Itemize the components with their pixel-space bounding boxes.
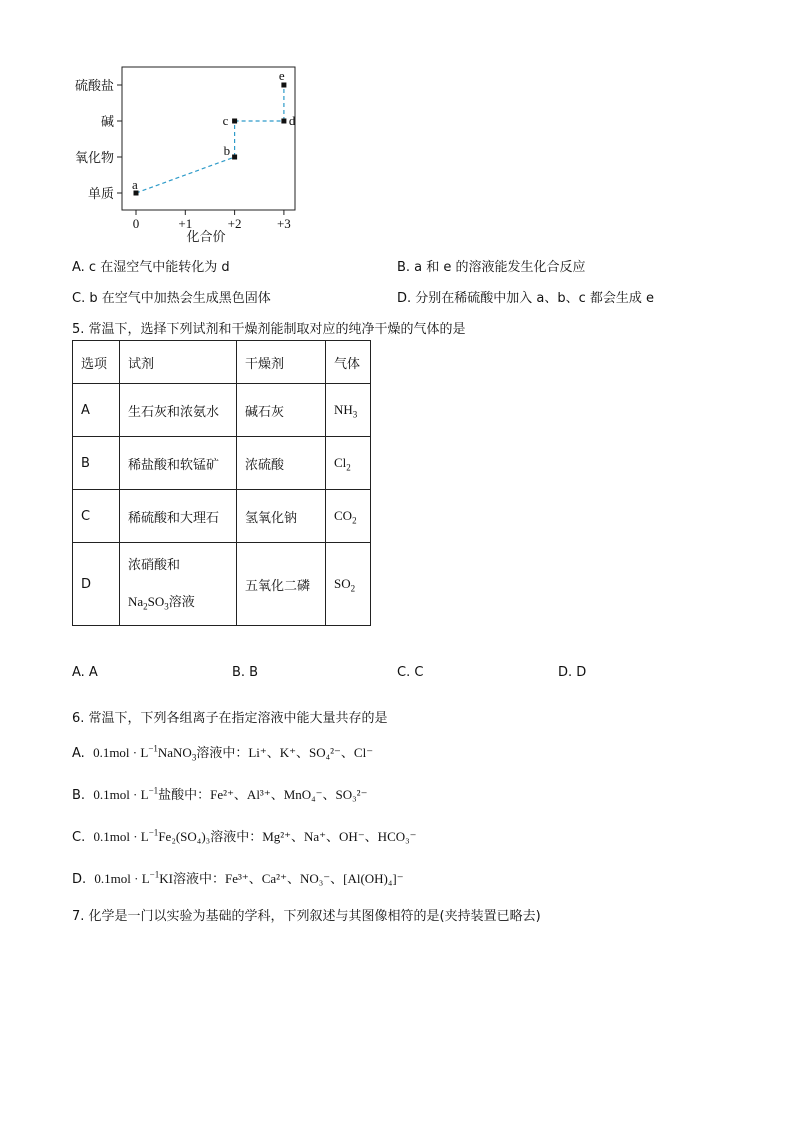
q7-stem: 7. 化学是一门以实验为基础的学科，下列叙述与其图像相符的是(夹持装置已略去) xyxy=(72,909,541,924)
ion-list: Mg²⁺、Na⁺、OH⁻、HCO₃⁻ xyxy=(262,829,417,844)
q5-answer-d: D. D xyxy=(558,665,587,680)
gas-formula: SO xyxy=(334,576,351,591)
y-tick-label: 碱 xyxy=(100,115,114,130)
q6-option-a: A. $0.1mol \cdot L^{-1}NaNO_3$溶液中：Li⁺、K⁺、SO₄²⁻、Cl⁻ xyxy=(72,743,374,763)
ion-list: Li⁺、K⁺、SO₄²⁻、Cl⁻ xyxy=(248,745,374,760)
solute-tail: 溶液中： xyxy=(172,872,225,887)
q4-option-c: C. b 在空气中加热会生成黑色固体 xyxy=(72,291,271,306)
x-tick-label: +1 xyxy=(178,216,193,231)
formula-tail: 溶液 xyxy=(168,594,195,610)
data-point-c xyxy=(232,119,237,124)
solute-tail: 溶液中： xyxy=(196,746,249,761)
y-tick-label: 氧化物 xyxy=(74,151,114,166)
solute-tail: 溶液中： xyxy=(210,830,263,845)
header-reagent: 试剂 xyxy=(120,341,237,384)
row-gas xyxy=(326,490,371,543)
gas-formula: Cl xyxy=(334,455,347,470)
data-point-b xyxy=(232,155,237,160)
q4-option-b: B. a 和 e 的溶液能发生化合反应 xyxy=(397,260,586,275)
row-gas xyxy=(326,437,371,490)
option-letter: D. xyxy=(72,872,87,887)
q5-answer-c: C. C xyxy=(397,665,424,680)
y-tick-label: 单质 xyxy=(87,187,114,202)
gas-subscript: 2 xyxy=(352,515,357,526)
reagent-line-1: 浓硝酸和 xyxy=(128,557,181,573)
solute: Fe₂(SO₄)₃ xyxy=(158,829,211,844)
header-drying-agent: 干燥剂 xyxy=(237,341,326,384)
concentration: 0.1mol · L xyxy=(93,745,149,760)
x-axis-label: 化合价 xyxy=(186,230,226,245)
row-option: C xyxy=(73,490,120,543)
row-reagent xyxy=(120,543,237,626)
gas-subscript: 2 xyxy=(346,462,351,473)
solute: NaNO xyxy=(157,745,192,760)
gas-formula: NH xyxy=(334,402,353,417)
gas-formula: CO xyxy=(334,508,353,523)
row-reagent: 稀盐酸和软锰矿 xyxy=(120,437,237,490)
row-gas xyxy=(326,543,371,626)
point-label-b: b xyxy=(223,143,231,158)
row-reagent: 生石灰和浓氨水 xyxy=(120,384,237,437)
ion-list: Fe²⁺、Al³⁺、MnO₄⁻、SO₃²⁻ xyxy=(210,787,368,802)
data-point-e xyxy=(281,83,286,88)
row-option: A xyxy=(73,384,120,437)
q5-answer-a: A. A xyxy=(72,665,98,680)
data-point-d xyxy=(281,119,286,124)
option-letter: C. xyxy=(72,830,86,845)
q6-option-b: B. $0.1mol \cdot L^{-1}$盐酸中：Fe²⁺、Al³⁺、MnO₄⁻、SO₃²⁻ xyxy=(72,785,368,803)
row-reagent: 稀硫酸和大理石 xyxy=(120,490,237,543)
y-tick-label: 硫酸盐 xyxy=(74,79,114,94)
point-label-c: c xyxy=(222,113,229,128)
x-tick-label: 0 xyxy=(132,216,140,231)
reagent-line-2 xyxy=(128,584,228,621)
q5-answer-b: B. B xyxy=(232,665,259,680)
formula-sub: 2 xyxy=(143,601,148,612)
q6-stem: 6. 常温下，下列各组离子在指定溶液中能大量共存的是 xyxy=(72,711,388,726)
point-label-d: d xyxy=(288,113,296,128)
concentration: 0.1mol · L xyxy=(93,829,149,844)
row-option: D xyxy=(73,543,120,626)
q6-option-d: D. $0.1mol \cdot L^{-1}KI$溶液中：Fe³⁺、Ca²⁺、NO₃⁻、[Al(OH)₄]⁻ xyxy=(72,869,404,887)
point-label-a: a xyxy=(132,177,138,192)
gas-subscript: 3 xyxy=(352,409,358,420)
x-tick-label: +3 xyxy=(276,216,291,231)
x-tick-label: +2 xyxy=(227,216,242,231)
q4-option-a: A. c 在湿空气中能转化为 d xyxy=(72,260,230,275)
formula-sub: 3 xyxy=(164,601,169,612)
gas-subscript: 2 xyxy=(350,583,356,594)
option-letter: B. xyxy=(72,788,86,803)
solute-subscript: 3 xyxy=(191,752,197,763)
q6-option-c: C. $0.1mol \cdot L^{-1}Fe_2(SO_4)_3$溶液中：Mg²⁺、Na⁺、OH⁻、HCO₃⁻ xyxy=(72,827,417,845)
q5-table xyxy=(72,340,371,626)
ion-list: Fe³⁺、Ca²⁺、NO₃⁻、[Al(OH)₄]⁻ xyxy=(224,871,404,886)
row-drying-agent: 氢氧化钠 xyxy=(237,490,326,543)
row-option: B xyxy=(73,437,120,490)
header-gas: 气体 xyxy=(326,341,371,384)
formula-so: SO xyxy=(147,593,165,609)
concentration: 0.1mol · L xyxy=(94,871,150,886)
table-row xyxy=(73,543,371,626)
valence-class-chart xyxy=(0,0,340,250)
q5-stem: 5. 常温下，选择下列试剂和干燥剂能制取对应的纯净干燥的气体的是 xyxy=(72,322,466,337)
concentration: 0.1mol · L xyxy=(93,787,149,802)
row-drying-agent: 五氧化二磷 xyxy=(237,543,326,626)
row-drying-agent: 浓硫酸 xyxy=(237,437,326,490)
chart-frame xyxy=(122,67,295,210)
point-label-e: e xyxy=(278,68,285,83)
table-row xyxy=(73,384,371,437)
formula-na: Na xyxy=(128,593,144,609)
row-gas xyxy=(326,384,371,437)
q4-option-d: D. 分别在稀硫酸中加入 a、b、c 都会生成 e xyxy=(397,291,655,306)
table-row xyxy=(73,437,371,490)
solute: 盐酸中： xyxy=(158,788,211,803)
header-option: 选项 xyxy=(73,341,120,384)
option-letter: A. xyxy=(72,746,85,761)
row-drying-agent: 碱石灰 xyxy=(237,384,326,437)
series-line-segment xyxy=(136,157,235,193)
table-header-row xyxy=(73,341,371,384)
table-row xyxy=(73,490,371,543)
solute: KI xyxy=(159,871,173,886)
